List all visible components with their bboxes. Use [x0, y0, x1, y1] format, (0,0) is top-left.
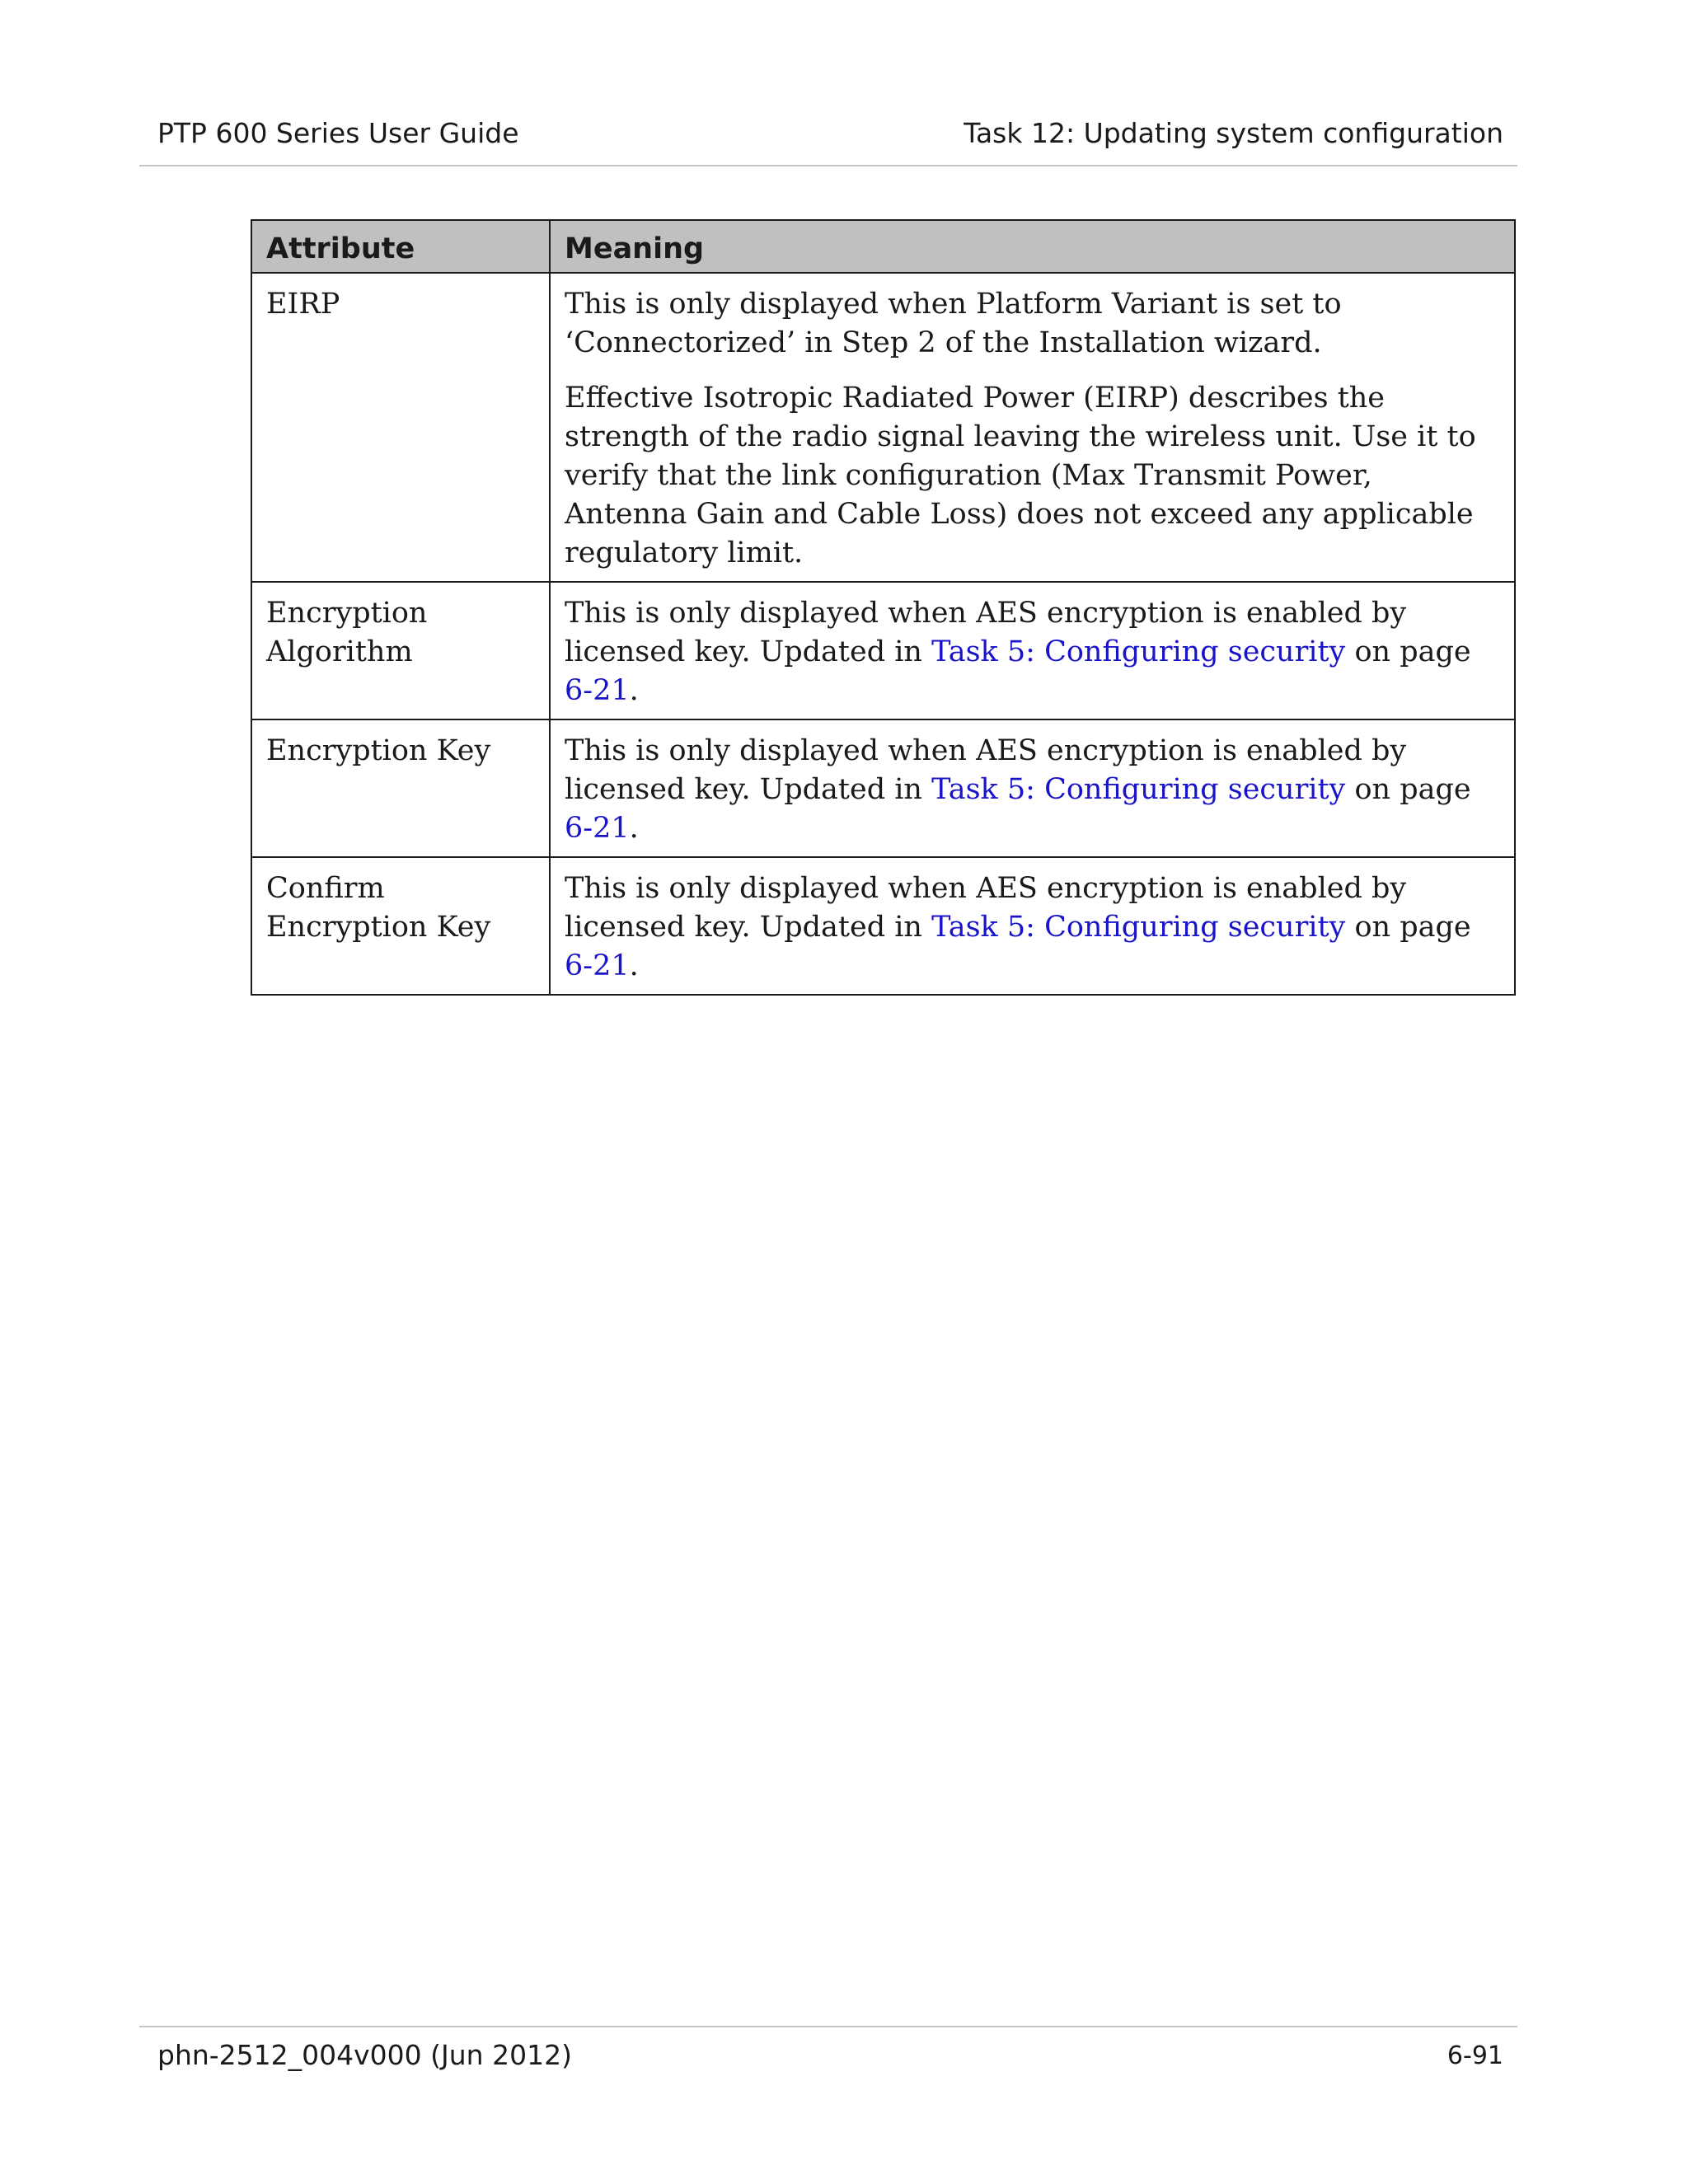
meaning-cell: [550, 857, 1515, 995]
attribute-table: [251, 219, 1516, 996]
page-header: [139, 99, 1517, 166]
meaning-text: This is only displayed when AES encryption is enabled by licensed key. Updated in: [565, 872, 1407, 944]
meaning-text: on page: [1345, 635, 1471, 668]
page-reference-link[interactable]: 6-21: [565, 949, 630, 982]
page-reference-link[interactable]: 6-21: [565, 674, 630, 707]
attribute-cell: Encryption Key: [251, 719, 550, 857]
attribute-line: Algorithm: [266, 635, 413, 668]
table-row: [251, 273, 1515, 582]
meaning-text: .: [629, 949, 639, 982]
meaning-cell: [550, 273, 1515, 582]
attribute-cell: [251, 582, 550, 719]
column-header-attribute: Attribute: [251, 220, 550, 273]
meaning-text: on page: [1345, 773, 1471, 806]
document-title: PTP 600 Series User Guide: [157, 117, 519, 149]
attribute-line: Encryption Key: [266, 911, 491, 944]
page-footer: [139, 2026, 1517, 2077]
cross-reference-link[interactable]: Task 5: Configuring security: [931, 773, 1346, 806]
meaning-text: on page: [1345, 911, 1471, 944]
meaning-paragraph: This is only displayed when Platform Variant is set to ‘Connectorized’ in Step 2 of the Installation wizard.: [565, 288, 1342, 359]
page-number: 6-91: [1447, 2041, 1503, 2070]
meaning-text: .: [629, 812, 639, 845]
document-id: phn-2512_004v000 (Jun 2012): [157, 2039, 572, 2071]
attribute-cell: [251, 857, 550, 995]
table-row: [251, 582, 1515, 719]
table-header-row: [251, 220, 1515, 273]
meaning-text: This is only displayed when AES encryption is enabled by licensed key. Updated in: [565, 734, 1407, 806]
attribute-cell: EIRP: [251, 273, 550, 582]
section-title: Task 12: Updating system configuration: [964, 117, 1503, 149]
cross-reference-link[interactable]: Task 5: Configuring security: [931, 635, 1346, 668]
meaning-cell: [550, 582, 1515, 719]
page-reference-link[interactable]: 6-21: [565, 812, 630, 845]
cross-reference-link[interactable]: Task 5: Configuring security: [931, 911, 1346, 944]
meaning-text: .: [629, 674, 639, 707]
attribute-line: Encryption: [266, 597, 428, 630]
meaning-text: This is only displayed when AES encryption is enabled by licensed key. Updated in: [565, 597, 1407, 668]
table-row: [251, 857, 1515, 995]
meaning-paragraph: Effective Isotropic Radiated Power (EIRP) describes the strength of the radio signal leaving the wireless unit. Use it to verify that the link configuration (Max Transmit Power, Antenna Gain and Cable Loss) does not exceed any applicable regulatory limit.: [565, 382, 1476, 569]
table-row: [251, 719, 1515, 857]
column-header-meaning: Meaning: [550, 220, 1515, 273]
attribute-line: Confirm: [266, 872, 385, 905]
meaning-cell: [550, 719, 1515, 857]
